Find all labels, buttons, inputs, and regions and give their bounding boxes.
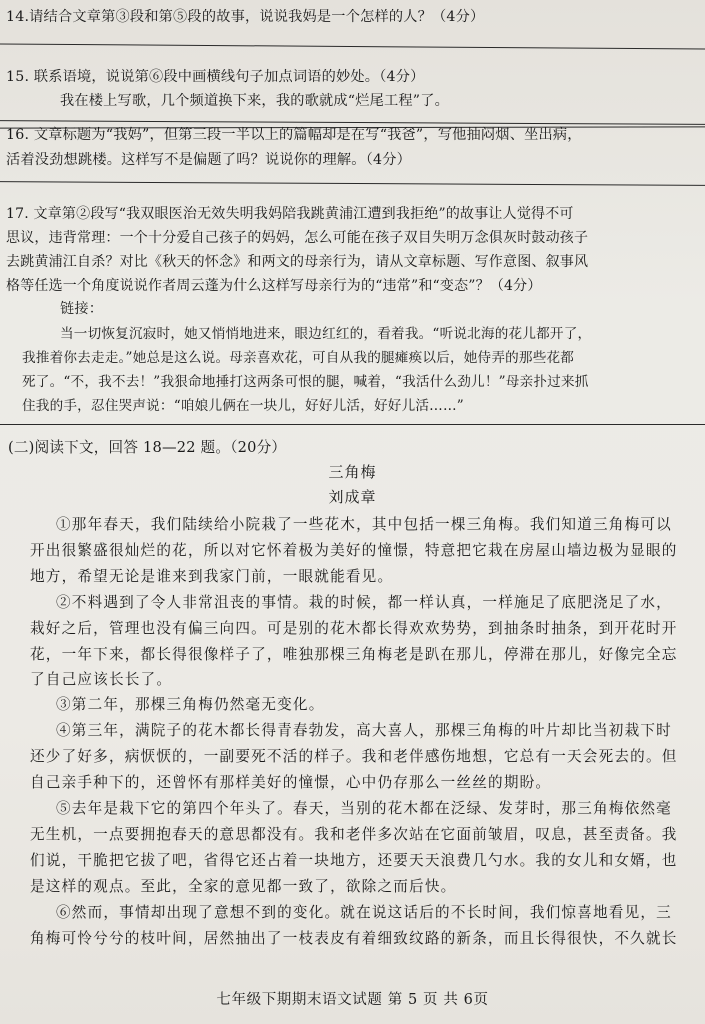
link-line-4: 住我的手，忍住哭声说：“咱娘儿俩在一块儿，好好儿活，好好儿活……” [22, 398, 464, 414]
article-title: 三角梅 [328, 463, 377, 481]
paragraph-line: 花，一年下来，都长得很像样子了，唯独那棵三角梅老是趴在那儿，停滞在那儿，好像完全忘 [30, 646, 678, 663]
question-15: 15. 联系语境，说说第⑥段中画横线句子加点词语的妙处。（4分） [6, 69, 425, 85]
question-16-line-1: 16. 文章标题为“我妈”，但第三段一半以上的篇幅却是在写“我爸”，写他抽闷烟、坐出病， [6, 127, 582, 143]
paragraph-line: 们说，干脆把它拔了吧，省得它还占着一块地方，还要天天浪费几勺水。我的女儿和女婿，也 [30, 852, 678, 869]
paragraph-line: 还少了好多，病恹恹的，一副要死不活的样子。我和老伴感伤地想，它总有一天会死去的。但 [30, 748, 678, 765]
article-author: 刘成章 [328, 488, 377, 506]
paragraph-line: 开出很繁盛很灿烂的花，所以对它怀着极为美好的憧憬，特意把它栽在房屋山墙边极为显眼的 [30, 542, 678, 559]
link-label: 链接： [60, 301, 104, 317]
paragraph-line: ①那年春天，我们陆续给小院栽了一些花木，其中包括一棵三角梅。我们知道三角梅可以 [56, 516, 672, 533]
paragraph-line: 角梅可怜兮兮的枝叶间，居然抽出了一枝表皮有着细致纹路的新条，而且长得很快，不久就长 [30, 930, 678, 947]
paragraph-line: 是这样的观点。至此，全家的意见都一致了，欲除之而后快。 [30, 878, 457, 895]
link-line-2: 我推着你去走走。”她总是这么说。母亲喜欢花，可自从我的腿瘫痪以后，她侍弄的那些花都 [22, 350, 575, 366]
paragraph-line: ③第二年，那棵三角梅仍然毫无变化。 [56, 696, 325, 713]
question-17-line-2: 思议，违背常理：一个十分爱自己孩子的妈妈，怎么可能在孩子双目失明万念俱灰时鼓动孩子 [6, 230, 589, 246]
question-16-line-2: 活着没劲想跳楼。这样写不是偏题了吗？说说你的理解。（4分） [6, 152, 411, 168]
link-line-3: 死了。“不，我不去！”我狠命地捶打这两条可恨的腿，喊着，“我活什么劲儿！”母亲扑过来抓 [22, 374, 589, 390]
paragraph-line: 地方，希望无论是谁来到我家门前，一眼就能看见。 [30, 568, 394, 585]
answer-rule [0, 44, 705, 50]
paragraph-line: ⑤去年是栽下它的第四个年头了。春天，当别的花木都在泛绿、发芽时，那三角梅依然毫 [56, 800, 672, 817]
paragraph-line: ②不料遇到了令人非常沮丧的事情。栽的时候，都一样认真，一样施足了底肥浇足了水， [56, 594, 672, 611]
link-line-1: 当一切恢复沉寂时，她又悄悄地进来，眼边红红的，看着我。“听说北海的花儿都开了， [60, 326, 592, 342]
answer-rule [0, 424, 705, 425]
paragraph-line: ④第三年，满院子的花木都长得青春勃发，高大喜人，那棵三角梅的叶片却比当初栽下时 [56, 722, 672, 739]
section-heading: (二)阅读下文，回答 18—22 题。（20分） [8, 439, 287, 456]
question-17-line-3: 去跳黄浦江自杀？对比《秋天的怀念》和两文的母亲行为，请从文章标题、写作意图、叙事风 [6, 254, 589, 270]
answer-rule [0, 181, 705, 186]
paragraph-line: 栽好之后，管理也没有偏三向四。可是别的花木都长得欢欢势势，到抽条时抽条，到开花时开 [30, 620, 678, 637]
paragraph-line: ⑥然而，事情却出现了意想不到的变化。就在说这话后的不长时间，我们惊喜地看见，三 [56, 904, 672, 921]
question-17-line-1: 17. 文章第②段写“我双眼医治无效失明我妈陪我跳黄浦江遭到我拒绝”的故事让人觉得不可 [6, 206, 574, 222]
paragraph-line: 了自己应该长长了。 [30, 671, 173, 688]
paragraph-line: 自己亲手种下的，还曾怀有那样美好的憧憬，心中仍存那么一丝丝的期盼。 [30, 774, 552, 791]
page-footer: 七年级下期期末语文试题 第 5 页 共 6页 [216, 992, 489, 1008]
question-17-line-4: 格等任选一个角度说说作者周云蓬为什么这样写母亲行为的“违常”和“变态”？（4分） [6, 278, 542, 294]
question-14: 14.请结合文章第③段和第⑤段的故事，说说我妈是一个怎样的人？（4分） [6, 9, 485, 25]
paragraph-line: 无生机，一点要拥抱春天的意思都没有。我和老伴多次站在它面前皱眉，叹息，甚至责备。我 [30, 826, 678, 843]
question-15-quote: 我在楼上写歌，几个频道换下来，我的歌就成“烂尾工程”了。 [60, 93, 449, 109]
